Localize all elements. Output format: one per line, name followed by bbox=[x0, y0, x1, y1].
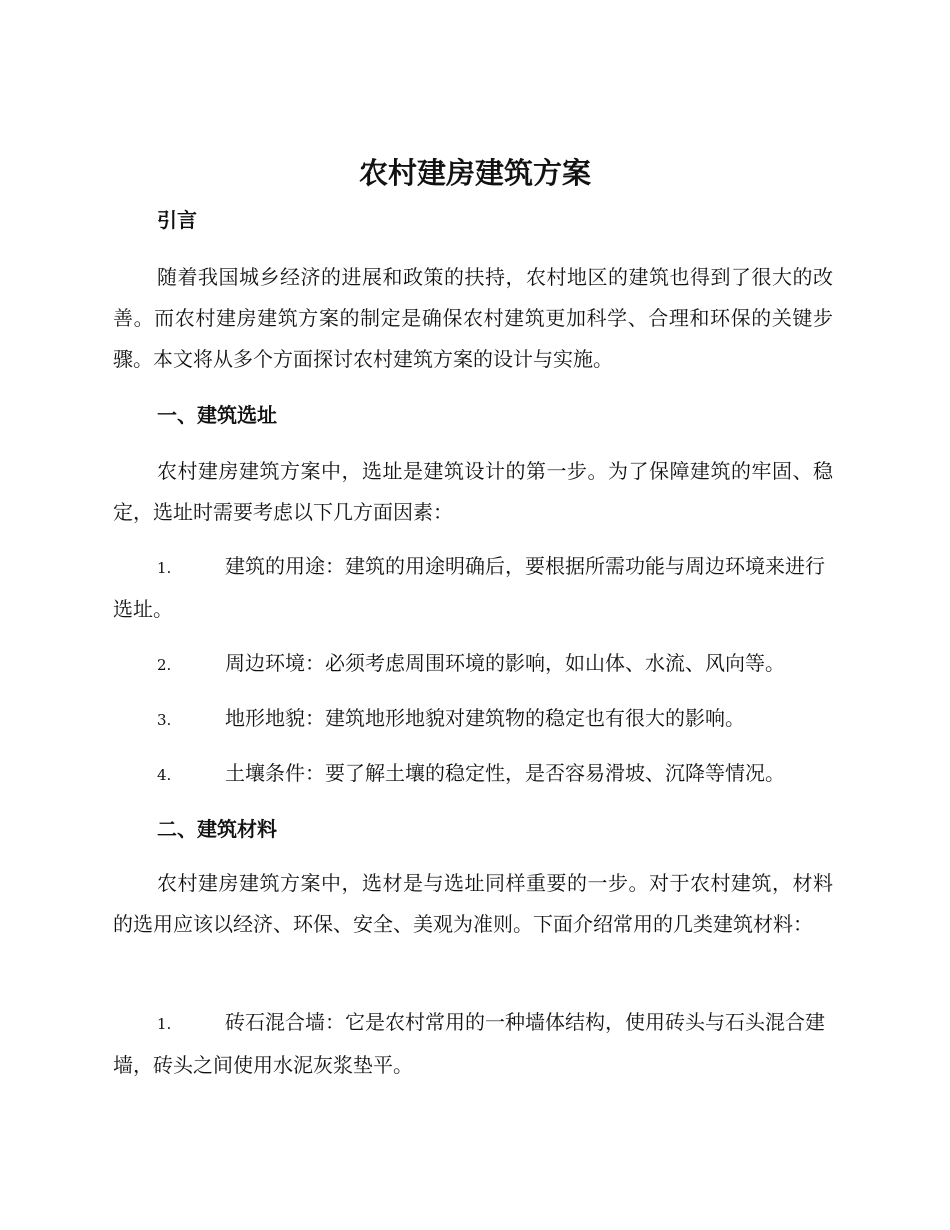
list-item-number: 1. bbox=[157, 559, 172, 577]
list-item bbox=[113, 698, 833, 741]
section-heading-building-materials: 二、建筑材料 bbox=[157, 817, 277, 841]
list-item-text: 建筑的用途：建筑的用途明确后，要根据所需功能与周边环境来进行选址。 bbox=[113, 554, 825, 621]
section-heading-intro: 引言 bbox=[157, 208, 197, 232]
intro-paragraph: 随着我国城乡经济的进展和政策的扶持，农村地区的建筑也得到了很大的改善。而农村建房建筑方案的制定是确保农村建筑更加科学、合理和环保的关键步骤。本文将从多个方面探讨农村建筑方案的设计与实施。 bbox=[113, 265, 833, 371]
list-item bbox=[113, 1002, 833, 1086]
section-heading-site-selection: 一、建筑选址 bbox=[157, 403, 277, 427]
list-item-text: 土壤条件：要了解土壤的稳定性，是否容易滑坡、沉降等情况。 bbox=[225, 761, 785, 785]
list-item-text: 地形地貌：建筑地形地貌对建筑物的稳定也有很大的影响。 bbox=[225, 706, 745, 730]
list-item-text: 周边环境：必须考虑周围环境的影响，如山体、水流、风向等。 bbox=[225, 651, 785, 675]
list-item bbox=[113, 753, 833, 796]
list-item-number: 1. bbox=[157, 1015, 172, 1033]
list-item-number: 4. bbox=[157, 766, 172, 784]
document-title: 农村建房建筑方案 bbox=[358, 156, 591, 190]
list-item bbox=[113, 643, 833, 686]
site-selection-paragraph: 农村建房建筑方案中，选址是建筑设计的第一步。为了保障建筑的牢固、稳定，选址时需要考虑以下几方面因素： bbox=[113, 459, 833, 524]
list-item-number: 3. bbox=[157, 711, 172, 729]
building-materials-paragraph: 农村建房建筑方案中，选材是与选址同样重要的一步。对于农村建筑，材料的选用应该以经济、环保、安全、美观为准则。下面介绍常用的几类建筑材料： bbox=[113, 871, 833, 936]
list-item bbox=[113, 546, 833, 630]
list-item-text: 砖石混合墙：它是农村常用的一种墙体结构，使用砖头与石头混合建墙，砖头之间使用水泥灰浆垫平。 bbox=[113, 1010, 825, 1077]
list-item-number: 2. bbox=[157, 656, 172, 674]
